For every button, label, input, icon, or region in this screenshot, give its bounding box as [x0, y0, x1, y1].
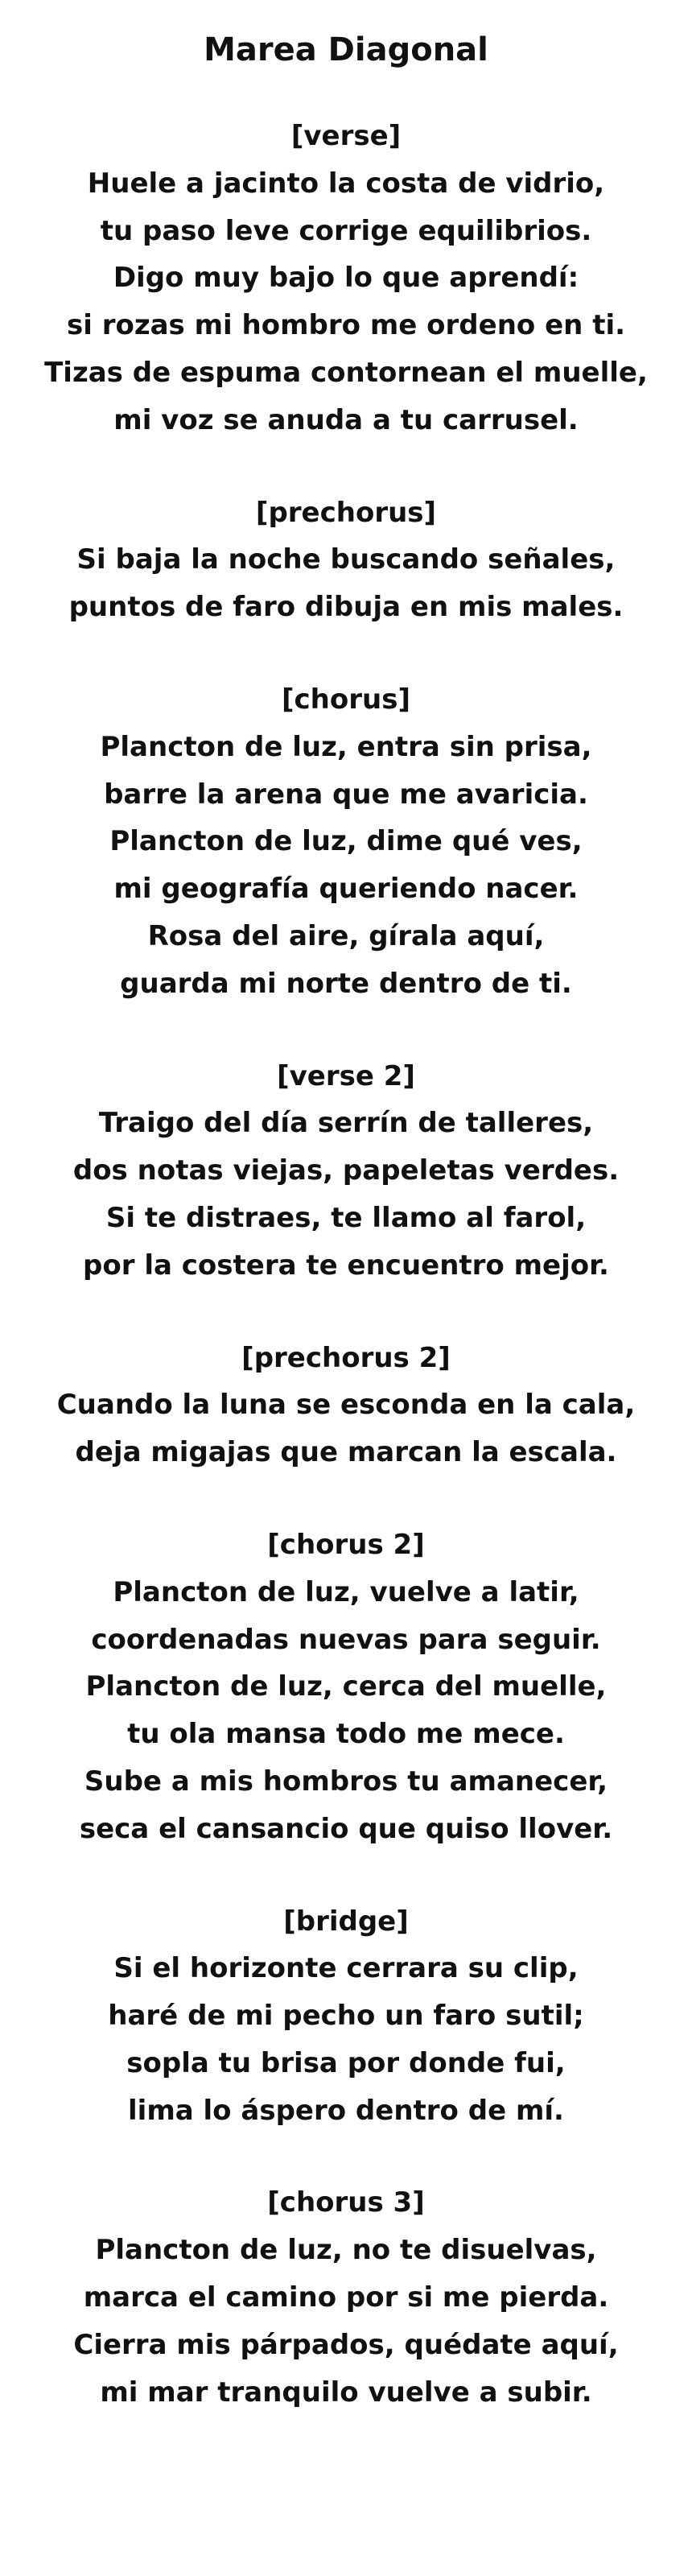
- lyrics-section: [0, 2179, 692, 2416]
- lyric-line: Si el horizonte cerrara su clip,: [113, 1952, 579, 1985]
- section-label: [chorus]: [281, 683, 410, 716]
- lyric-line: Sube a mis hombros tu amanecer,: [84, 1765, 608, 1798]
- lyric-line: Cierra mis párpados, quédate aquí,: [73, 2328, 619, 2361]
- lyric-line: Plancton de luz, entra sin prisa,: [100, 730, 592, 763]
- section-label: [chorus 3]: [267, 2186, 425, 2219]
- lyrics-section: [0, 1521, 692, 1853]
- lyric-line: Plancton de luz, cerca del muelle,: [85, 1670, 607, 1703]
- lyric-line: tu ola mansa todo me mece.: [127, 1718, 565, 1751]
- lyric-line: Si baja la noche buscando señales,: [76, 543, 616, 576]
- lyric-line: Plancton de luz, no te disuelvas,: [95, 2234, 597, 2267]
- lyric-line: puntos de faro dibuja en mis males.: [68, 591, 624, 624]
- section-label: [bridge]: [283, 1905, 409, 1938]
- lyric-line: haré de mi pecho un faro sutil;: [108, 2000, 584, 2033]
- lyric-line: Digo muy bajo lo que aprendí:: [113, 262, 579, 295]
- lyrics-section: [0, 1335, 692, 1476]
- lyric-line: Si te distraes, te llamo al farol,: [105, 1201, 587, 1234]
- section-label: [verse 2]: [277, 1059, 415, 1092]
- lyric-line: coordenadas nuevas para seguir.: [91, 1623, 601, 1656]
- lyrics-body: [0, 113, 692, 2416]
- lyrics-section: [0, 489, 692, 631]
- lyric-line: mi mar tranquilo vuelve a subir.: [100, 2376, 592, 2409]
- song-title: Marea Diagonal: [204, 31, 488, 68]
- lyric-line: tu paso leve corrige equilibrios.: [100, 214, 592, 247]
- lyric-line: si rozas mi hombro me ordeno en ti.: [66, 309, 626, 342]
- lyric-line: Cuando la luna se esconda en la cala,: [56, 1389, 636, 1422]
- section-label: [chorus 2]: [267, 1528, 425, 1561]
- lyric-line: Traigo del día serrín de talleres,: [98, 1107, 594, 1140]
- lyrics-section: [0, 1053, 692, 1290]
- lyric-line: mi voz se anuda a tu carrusel.: [113, 403, 579, 436]
- lyric-line: Rosa del aire, gírala aquí,: [147, 919, 545, 952]
- lyric-line: sopla tu brisa por donde fui,: [126, 2046, 566, 2079]
- section-label: [prechorus]: [255, 496, 437, 529]
- lyric-line: barre la arena que me avaricia.: [104, 778, 588, 811]
- lyrics-section: [0, 676, 692, 1008]
- lyric-line: mi geografía queriendo nacer.: [113, 873, 579, 906]
- lyric-line: por la costera te encuentro mejor.: [83, 1249, 609, 1282]
- lyric-line: Huele a jacinto la costa de vidrio,: [87, 167, 605, 200]
- lyrics-section: [0, 1898, 692, 2135]
- lyric-line: guarda mi norte dentro de ti.: [120, 967, 572, 1000]
- lyric-line: Plancton de luz, dime qué ves,: [109, 825, 583, 858]
- lyric-line: dos notas viejas, papeletas verdes.: [72, 1154, 620, 1187]
- section-label: [verse]: [290, 120, 402, 152]
- lyric-line: lima lo áspero dentro de mí.: [128, 2094, 564, 2127]
- lyrics-section: [0, 113, 692, 444]
- lyric-line: marca el camino por si me pierda.: [83, 2281, 609, 2314]
- lyric-line: Plancton de luz, vuelve a latir,: [113, 1575, 579, 1608]
- section-label: [prechorus 2]: [241, 1341, 451, 1374]
- lyric-line: deja migajas que marcan la escala.: [75, 1436, 617, 1469]
- lyric-line: Tizas de espuma contornean el muelle,: [44, 356, 648, 389]
- lyric-line: seca el cansancio que quiso llover.: [79, 1812, 613, 1845]
